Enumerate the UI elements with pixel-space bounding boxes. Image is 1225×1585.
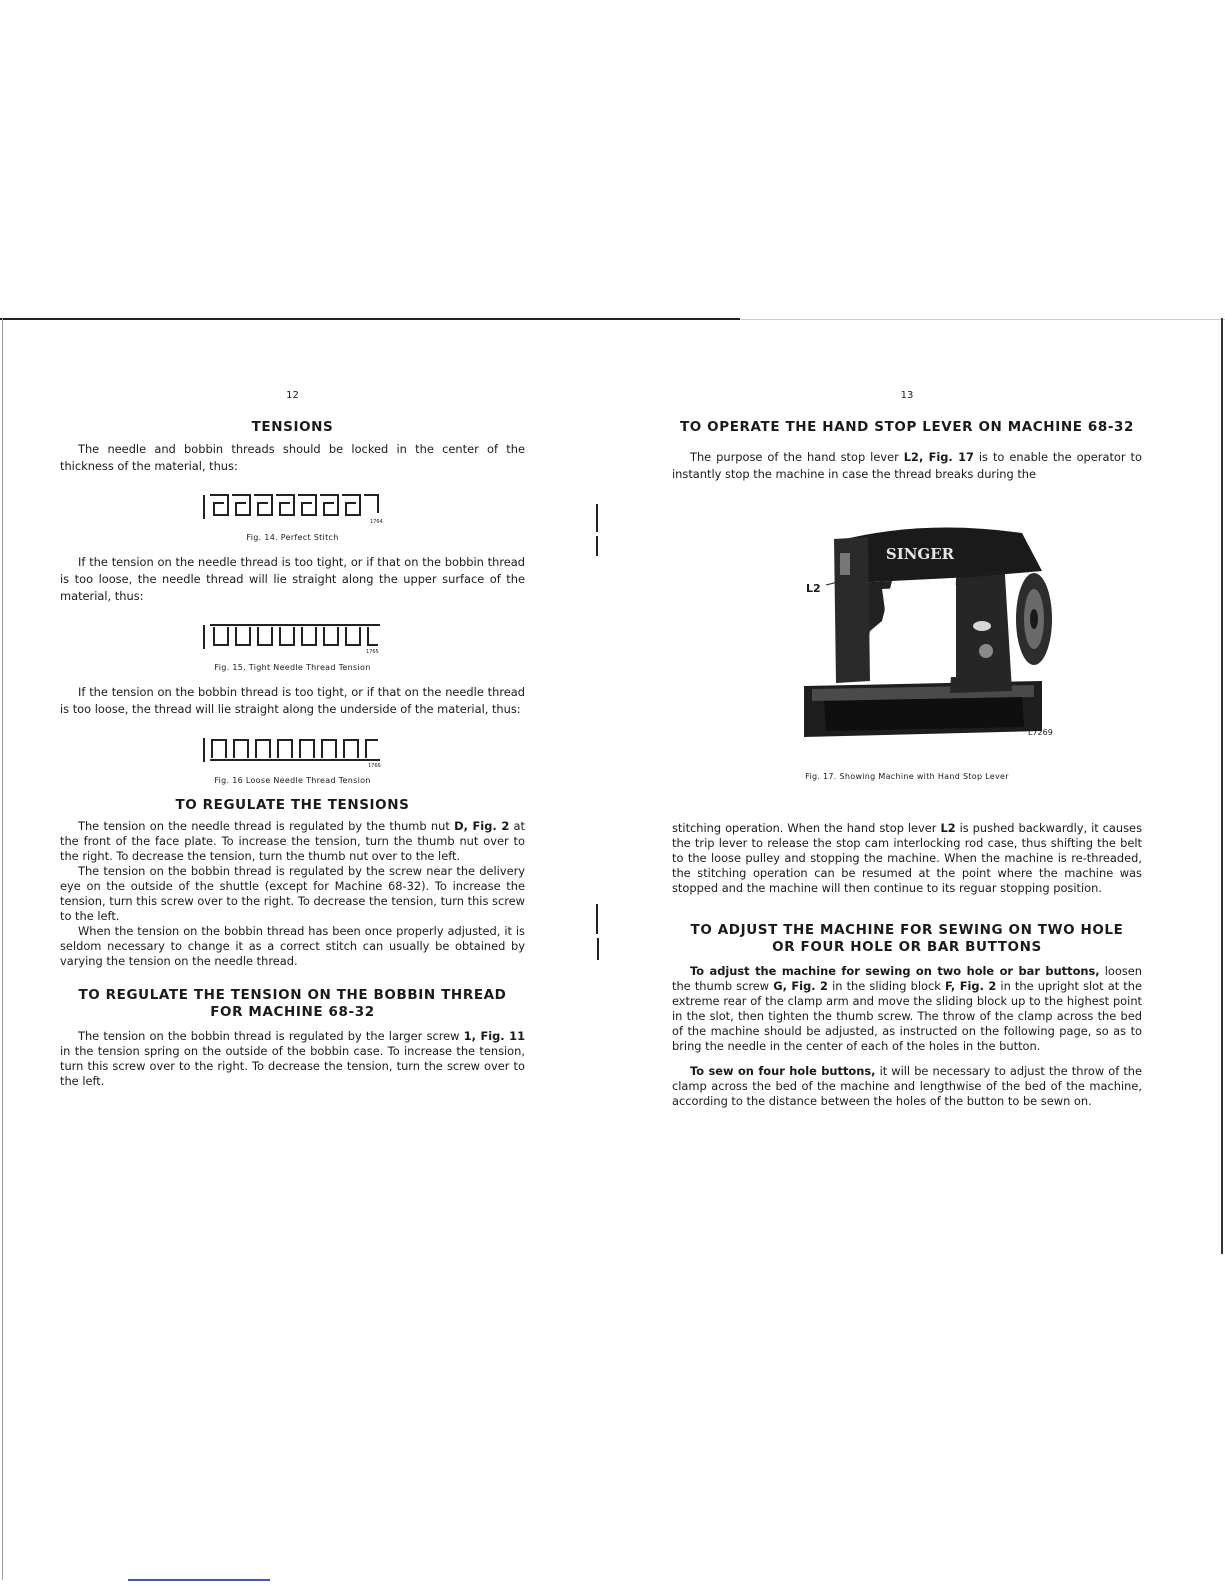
adjust-paragraph-2	[672, 1064, 1142, 1109]
text-run: The tension on the bobbin thread is regulated by the larger screw	[78, 1029, 464, 1043]
fig15-code: 1765	[365, 649, 379, 655]
right-page	[672, 390, 1142, 1109]
sewing-machine-photo	[742, 501, 1072, 756]
text-run: at the front of the face plate. To increase the tension, turn the thumb nut over to the right. To decrease the tension, turn the thumb nut over to the left.	[60, 819, 525, 863]
gutter-mark	[596, 904, 598, 934]
fig17-code: L7269	[1028, 728, 1053, 737]
hand-stop-paragraph	[672, 449, 1142, 483]
page-number: 12	[286, 390, 299, 401]
tensions-intro: The needle and bobbin threads should be locked in the center of the thickness of the material, thus:	[60, 442, 525, 473]
perfect-stitch-figure	[202, 489, 384, 525]
text-run: loosen the thumb screw	[672, 964, 1143, 993]
fig16-caption: Fig. 16 Loose Needle Thread Tension	[214, 776, 371, 785]
text-run: The purpose of the hand stop lever	[690, 450, 904, 464]
bottom-link-underline[interactable]	[128, 1579, 270, 1581]
loose-needle-stitch-figure	[202, 732, 384, 768]
adjust-paragraph-1	[672, 964, 1142, 1054]
text-run: in the tension spring on the outside of the bobbin case. To increase the tension, turn this screw over to the right. To decrease the tension, turn the screw over to the left.	[60, 1044, 525, 1088]
text-run: is pushed backwardly, it causes the trip lever to release the stop cam interlocking rod case, thus shifting the belt to the loose pulley and stopping the machine. When the machine is re-threaded, the stitching operation can be resumed at the point where the machine was stopped and the machine will then continue to its reguar stopping position.	[672, 821, 1143, 895]
figure-reference: D, Fig. 2	[454, 819, 510, 833]
regulate-paragraph-2: The tension on the bobbin thread is regulated by the screw near the delivery eye on the outside of the shuttle (except for Machine 68-32). To increase the tension, turn this screw over to the right. To decrease the tension, turn this screw to the left.	[60, 864, 525, 923]
bobbin-tension-heading	[60, 987, 525, 1021]
sewing-machine-illustration	[742, 501, 1072, 756]
tight-tension-text: If the tension on the needle thread is too tight, or if that on the bobbin thread is too loose, the needle thread will lie straight along the upper surface of the material, thus:	[60, 555, 525, 603]
left-page-edge	[2, 318, 3, 1580]
figure-reference: F, Fig. 2	[944, 979, 997, 993]
tight-needle-stitch-figure	[202, 619, 384, 655]
text-run: it will be necessary to adjust the throw of the clamp across the bed of the machine and lengthwise of the bed of the machine, according to the distance between the holes of the button to be sewn on.	[672, 1064, 1143, 1108]
text-run: stitching operation. When the hand stop lever	[672, 821, 941, 835]
fig14-caption: Fig. 14. Perfect Stitch	[246, 533, 339, 542]
singer-brand-text: SINGER	[885, 545, 955, 563]
fig16-code: 1766	[367, 763, 381, 768]
paragraph-lead: To adjust the machine for sewing on two hole or bar buttons,	[690, 964, 1100, 978]
bobbin-tension-paragraph	[60, 1029, 525, 1089]
page-top-rule-faint	[740, 319, 1225, 320]
gutter-mark	[596, 504, 598, 532]
text-run: The tension on the needle thread is regulated by the thumb nut	[78, 819, 455, 833]
text-run: is to enable the operator to instantly stop the machine in case the thread breaks during the	[672, 450, 1142, 481]
gutter-mark	[597, 938, 599, 960]
heading-line: TO REGULATE THE TENSION ON THE BOBBIN THREAD	[78, 987, 507, 1003]
paragraph-lead: To sew on four hole buttons,	[690, 1064, 876, 1078]
adjust-buttons-heading	[672, 922, 1142, 956]
text-run: in the upright slot at the extreme rear of the clamp arm and move the sliding block up to the highest point in the slot, then tighten the thumb screw. The throw of the clamp across the bed of the machine should be adjusted, as instructed on the following page, so as to bring the needle in the center of each of the holes in the button.	[672, 979, 1142, 1053]
fig14-code: 1764	[369, 519, 383, 525]
right-page-edge	[1221, 318, 1223, 1254]
heading-line: FOR MACHINE 68-32	[210, 1004, 375, 1020]
regulate-tensions-heading: TO REGULATE THE TENSIONS	[175, 797, 410, 813]
heading-line: OR FOUR HOLE OR BAR BUTTONS	[772, 939, 1042, 955]
regulate-paragraph-3: When the tension on the bobbin thread has been once properly adjusted, it is seldom necessary to change it as a correct stitch can usually be obtained by varying the tension on the needle thread.	[60, 924, 525, 968]
fig15-caption: Fig. 15. Tight Needle Thread Tension	[214, 663, 371, 672]
fig17-caption: Fig. 17. Showing Machine with Hand Stop Lever	[805, 772, 1009, 781]
figure-reference: G, Fig. 2	[773, 979, 828, 993]
hand-stop-continued-paragraph	[672, 821, 1142, 896]
loose-tension-text: If the tension on the bobbin thread is too tight, or if that on the needle thread is too loose, the thread will lie straight along the underside of the material, thus:	[60, 685, 525, 716]
text-run: in the sliding block	[827, 979, 945, 993]
figure-reference: L2, Fig. 17	[903, 450, 974, 464]
figure-reference: L2	[940, 821, 956, 835]
gutter-mark	[596, 536, 598, 556]
l2-callout-label: L2	[806, 582, 821, 595]
left-page	[60, 390, 525, 1089]
heading-line: TO ADJUST THE MACHINE FOR SEWING ON TWO HOLE	[690, 922, 1124, 938]
page-number: 13	[900, 390, 914, 401]
page-top-rule	[0, 318, 740, 320]
figure-reference: 1, Fig. 11	[463, 1029, 526, 1043]
hand-stop-heading: TO OPERATE THE HAND STOP LEVER ON MACHINE 68-32	[679, 419, 1135, 435]
regulate-paragraph-1	[60, 819, 525, 864]
tensions-heading: TENSIONS	[251, 419, 334, 435]
